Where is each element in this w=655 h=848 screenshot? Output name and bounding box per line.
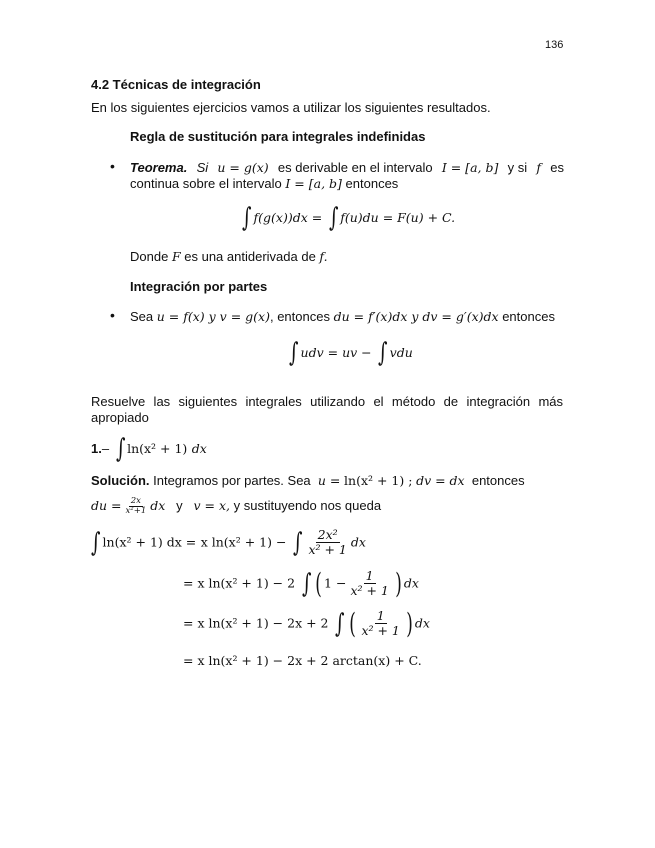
solution-text-3: y sustituyendo nos queda xyxy=(233,497,382,513)
step2-fraction xyxy=(348,569,390,598)
solution-text-2: entonces xyxy=(471,473,525,488)
step3-dx: dx xyxy=(414,615,430,631)
parts-formula xyxy=(287,340,413,366)
exercise-instructions: Resuelve las siguientes integrales utilizando el método de integración más apropiado xyxy=(91,394,563,425)
problem-dx: dx xyxy=(191,441,207,457)
step-1 xyxy=(89,528,366,557)
step3-a: = x ln(x² + 1) − 2x + 2 xyxy=(183,615,329,631)
theorem-label: Teorema. xyxy=(130,160,188,175)
bullet-icon: • xyxy=(110,307,115,323)
subheading-parts: Integración por partes xyxy=(130,279,268,294)
step3-denominator: x² + 1 xyxy=(361,623,400,638)
step-4 xyxy=(183,652,422,670)
donde-F: F xyxy=(171,249,181,264)
step4: = x ln(x² + 1) − 2x + 2 arctan(x) + C. xyxy=(183,653,422,668)
parts-sea: Sea xyxy=(130,309,154,324)
integral-sign-icon: ∫ xyxy=(292,527,303,558)
step1-lhs: ln(x² + 1) dx = xyxy=(102,534,197,550)
theorem-interval-2: I = [a, b] xyxy=(285,176,342,191)
du-fraction xyxy=(124,497,149,516)
theorem-text-4: entonces xyxy=(345,176,399,191)
integral-sign-icon: ∫ xyxy=(289,338,299,368)
formula1-rhs: f(u)du = F(u) + C. xyxy=(340,210,456,226)
formula2-lhs: udv = uv − xyxy=(300,345,372,361)
du-dx: dx xyxy=(150,497,166,513)
step-2 xyxy=(183,566,419,600)
formula2-rhs: vdu xyxy=(389,345,413,361)
parts-u: u = f(x) y v = g(x) xyxy=(156,309,270,324)
integral-sign-icon: ∫ xyxy=(115,434,126,464)
donde-text-2: es una antiderivada de xyxy=(184,249,316,264)
theorem-line-2 xyxy=(130,176,398,192)
donde-line xyxy=(130,249,328,265)
donde-f: f. xyxy=(319,249,328,264)
integral-sign-icon: ∫ xyxy=(378,338,388,368)
step3-numerator: 1 xyxy=(376,608,385,623)
theorem-u-eq: u = g(x) xyxy=(217,160,269,175)
problem-number: 1. xyxy=(91,441,102,457)
bullet-icon: • xyxy=(110,158,115,174)
solution-label: Solución. xyxy=(91,473,150,488)
left-paren: ( xyxy=(315,566,322,600)
v-eq: v = x, xyxy=(193,497,230,513)
subheading-substitution: Regla de sustitución para integrales indefinidas xyxy=(130,129,426,144)
step1-numerator: 2x² xyxy=(317,527,338,542)
step2-dx: dx xyxy=(403,575,419,591)
step1-fraction xyxy=(306,528,348,557)
integral-sign-icon: ∫ xyxy=(301,568,312,599)
left-paren: ( xyxy=(348,606,356,640)
parts-du: du = f′(x)dx y dv = g′(x)dx xyxy=(333,309,499,324)
theorem-interval: I = [a, b] xyxy=(441,160,499,175)
integral-sign-icon: ∫ xyxy=(328,203,339,233)
solution-u: u = xyxy=(317,473,341,488)
step1-dx: dx xyxy=(350,534,366,550)
parts-text-2: entonces xyxy=(502,309,555,324)
step2-numerator: 1 xyxy=(365,568,374,583)
step-3 xyxy=(183,606,430,640)
step2-denominator: x² + 1 xyxy=(350,583,389,598)
integral-sign-icon: ∫ xyxy=(242,203,252,233)
step1-mid: x ln(x² + 1) − xyxy=(200,534,287,550)
solution-line xyxy=(91,473,525,489)
problem-1 xyxy=(91,436,207,462)
intro-paragraph: En los siguientes ejercicios vamos a utilizar los siguientes resultados. xyxy=(91,100,491,115)
du-label: du = xyxy=(91,497,122,513)
step3-fraction xyxy=(359,609,401,638)
solution-text-1: Integramos por partes. Sea xyxy=(153,473,311,488)
theorem-line-1 xyxy=(130,160,564,176)
right-paren: ) xyxy=(406,606,413,640)
du-denominator: x²+1 xyxy=(125,506,147,516)
step1-denominator: x² + 1 xyxy=(308,542,347,557)
solution-u-expr: ln(x² + 1) ; xyxy=(344,473,413,488)
step2-a: = x ln(x² + 1) − 2 xyxy=(183,575,296,591)
parts-text-1: , entonces xyxy=(269,309,330,324)
theorem-f: f xyxy=(536,160,541,175)
formula1-lhs: f(g(x))dx = xyxy=(253,210,323,226)
theorem-text-1: es derivable en el intervalo xyxy=(277,160,433,175)
theorem-text-3: continua sobre el intervalo xyxy=(130,176,282,191)
substitution-formula xyxy=(240,205,455,231)
theorem-text-2: y si xyxy=(507,160,528,175)
problem-expr: ln(x² + 1) xyxy=(127,441,188,457)
du-y: y xyxy=(176,497,183,513)
integral-sign-icon: ∫ xyxy=(91,527,101,558)
step2-one: 1 − xyxy=(324,575,347,591)
parts-line xyxy=(130,309,555,325)
theorem-si: Si xyxy=(196,160,209,175)
du-line xyxy=(91,497,381,516)
page-number: 136 xyxy=(545,39,564,51)
solution-dv: dv = dx xyxy=(416,473,465,488)
section-title: 4.2 Técnicas de integración xyxy=(91,77,261,92)
right-paren: ) xyxy=(395,566,402,600)
integral-sign-icon: ∫ xyxy=(335,608,345,639)
du-numerator: 2x xyxy=(130,496,141,506)
problem-dash: – xyxy=(101,441,110,457)
donde-text-1: Donde xyxy=(130,249,169,264)
theorem-es: es xyxy=(550,160,564,175)
